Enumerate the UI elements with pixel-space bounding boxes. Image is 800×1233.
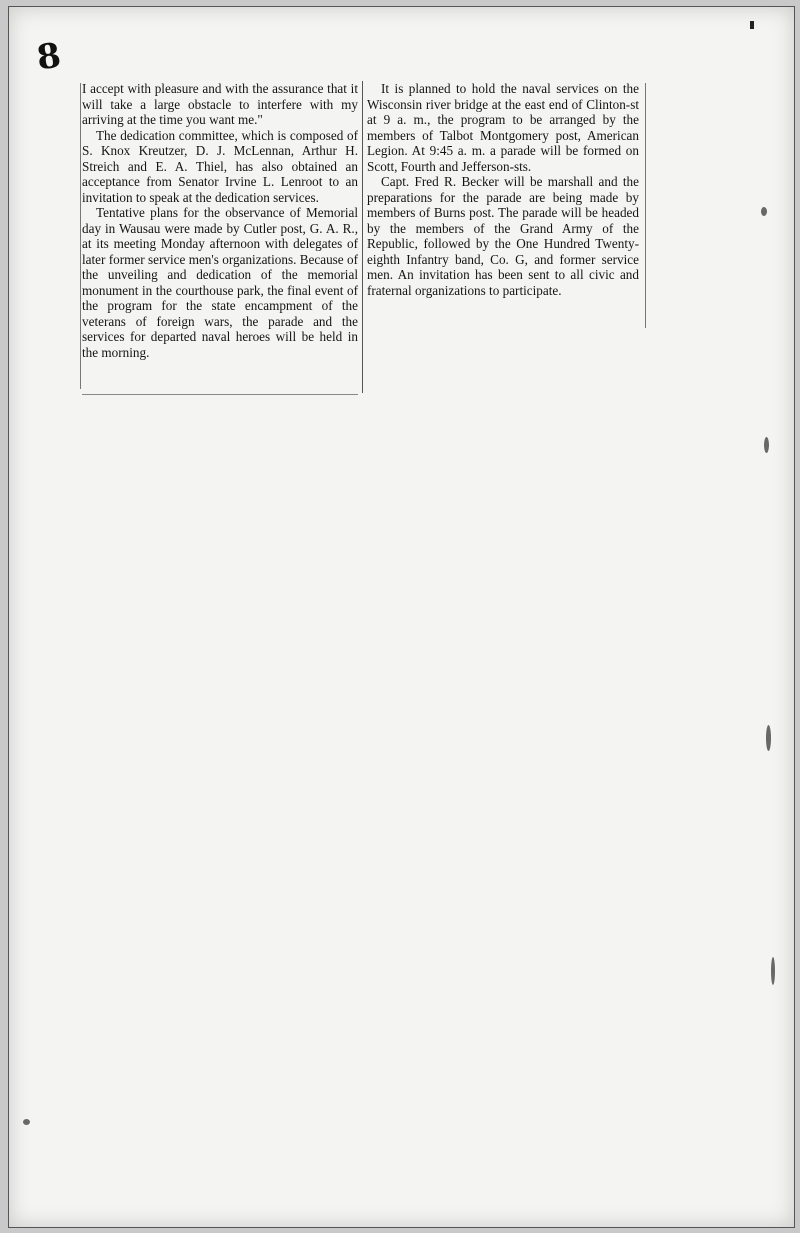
handwritten-page-number: 8 (34, 35, 64, 79)
newspaper-clipping (82, 81, 648, 396)
corner-mark-icon (750, 21, 754, 29)
clipping-right-edge (645, 83, 646, 328)
column-divider (362, 81, 363, 393)
edge-smudge-icon (23, 1119, 30, 1125)
left-column (82, 81, 358, 360)
edge-smudge-icon (761, 207, 767, 216)
clipping-bottom-edge (82, 394, 358, 395)
left-paragraph-2: The dedication committee, which is composed of S. Knox Kreutzer, D. J. McLennan, Arthur H. Streich and E. A. Thiel, has also obtained an acceptance from Senator Irvine L. Lenroot to an invitation to speak at the dedication services. (82, 127, 358, 205)
clipping-left-edge (80, 83, 81, 389)
edge-smudge-icon (771, 957, 775, 985)
left-paragraph-3: Tentative plans for the observance of Memorial day in Wausau were made by Cutler post, G. A. R., at its meeting Monday afternoon with delegates of later former service men's organizations. Because of the unveiling and dedication of the memorial monument in the courthouse park, the final event of the program for the state encampment of the veterans of foreign wars, the parade and the services for departed naval heroes will be held in the morning. (82, 205, 358, 360)
edge-smudge-icon (764, 437, 769, 453)
right-paragraph-2: Capt. Fred R. Becker will be marshall and the preparations for the parade are being made by members of Burns post. The parade will be headed by the members of the Grand Army of the Republic, followed by the One Hundred Twenty-eighth Infantry band, Co. G, and former service men. An invitation has been sent to all civic and fraternal organizations to participate. (367, 174, 639, 298)
left-paragraph-1: I accept with pleasure and with the assurance that it will take a large obstacle to interfere with my arriving at the time you want me." (82, 81, 358, 127)
right-column (367, 81, 639, 298)
edge-smudge-icon (766, 725, 771, 751)
right-paragraph-1: It is planned to hold the naval services on the Wisconsin river bridge at the east end of Clinton-st at 9 a. m., the program to be arranged by the members of Talbot Montgomery post, American Legion. At 9:45 a. m. a parade will be formed on Scott, Fourth and Jefferson-sts. (367, 81, 639, 174)
